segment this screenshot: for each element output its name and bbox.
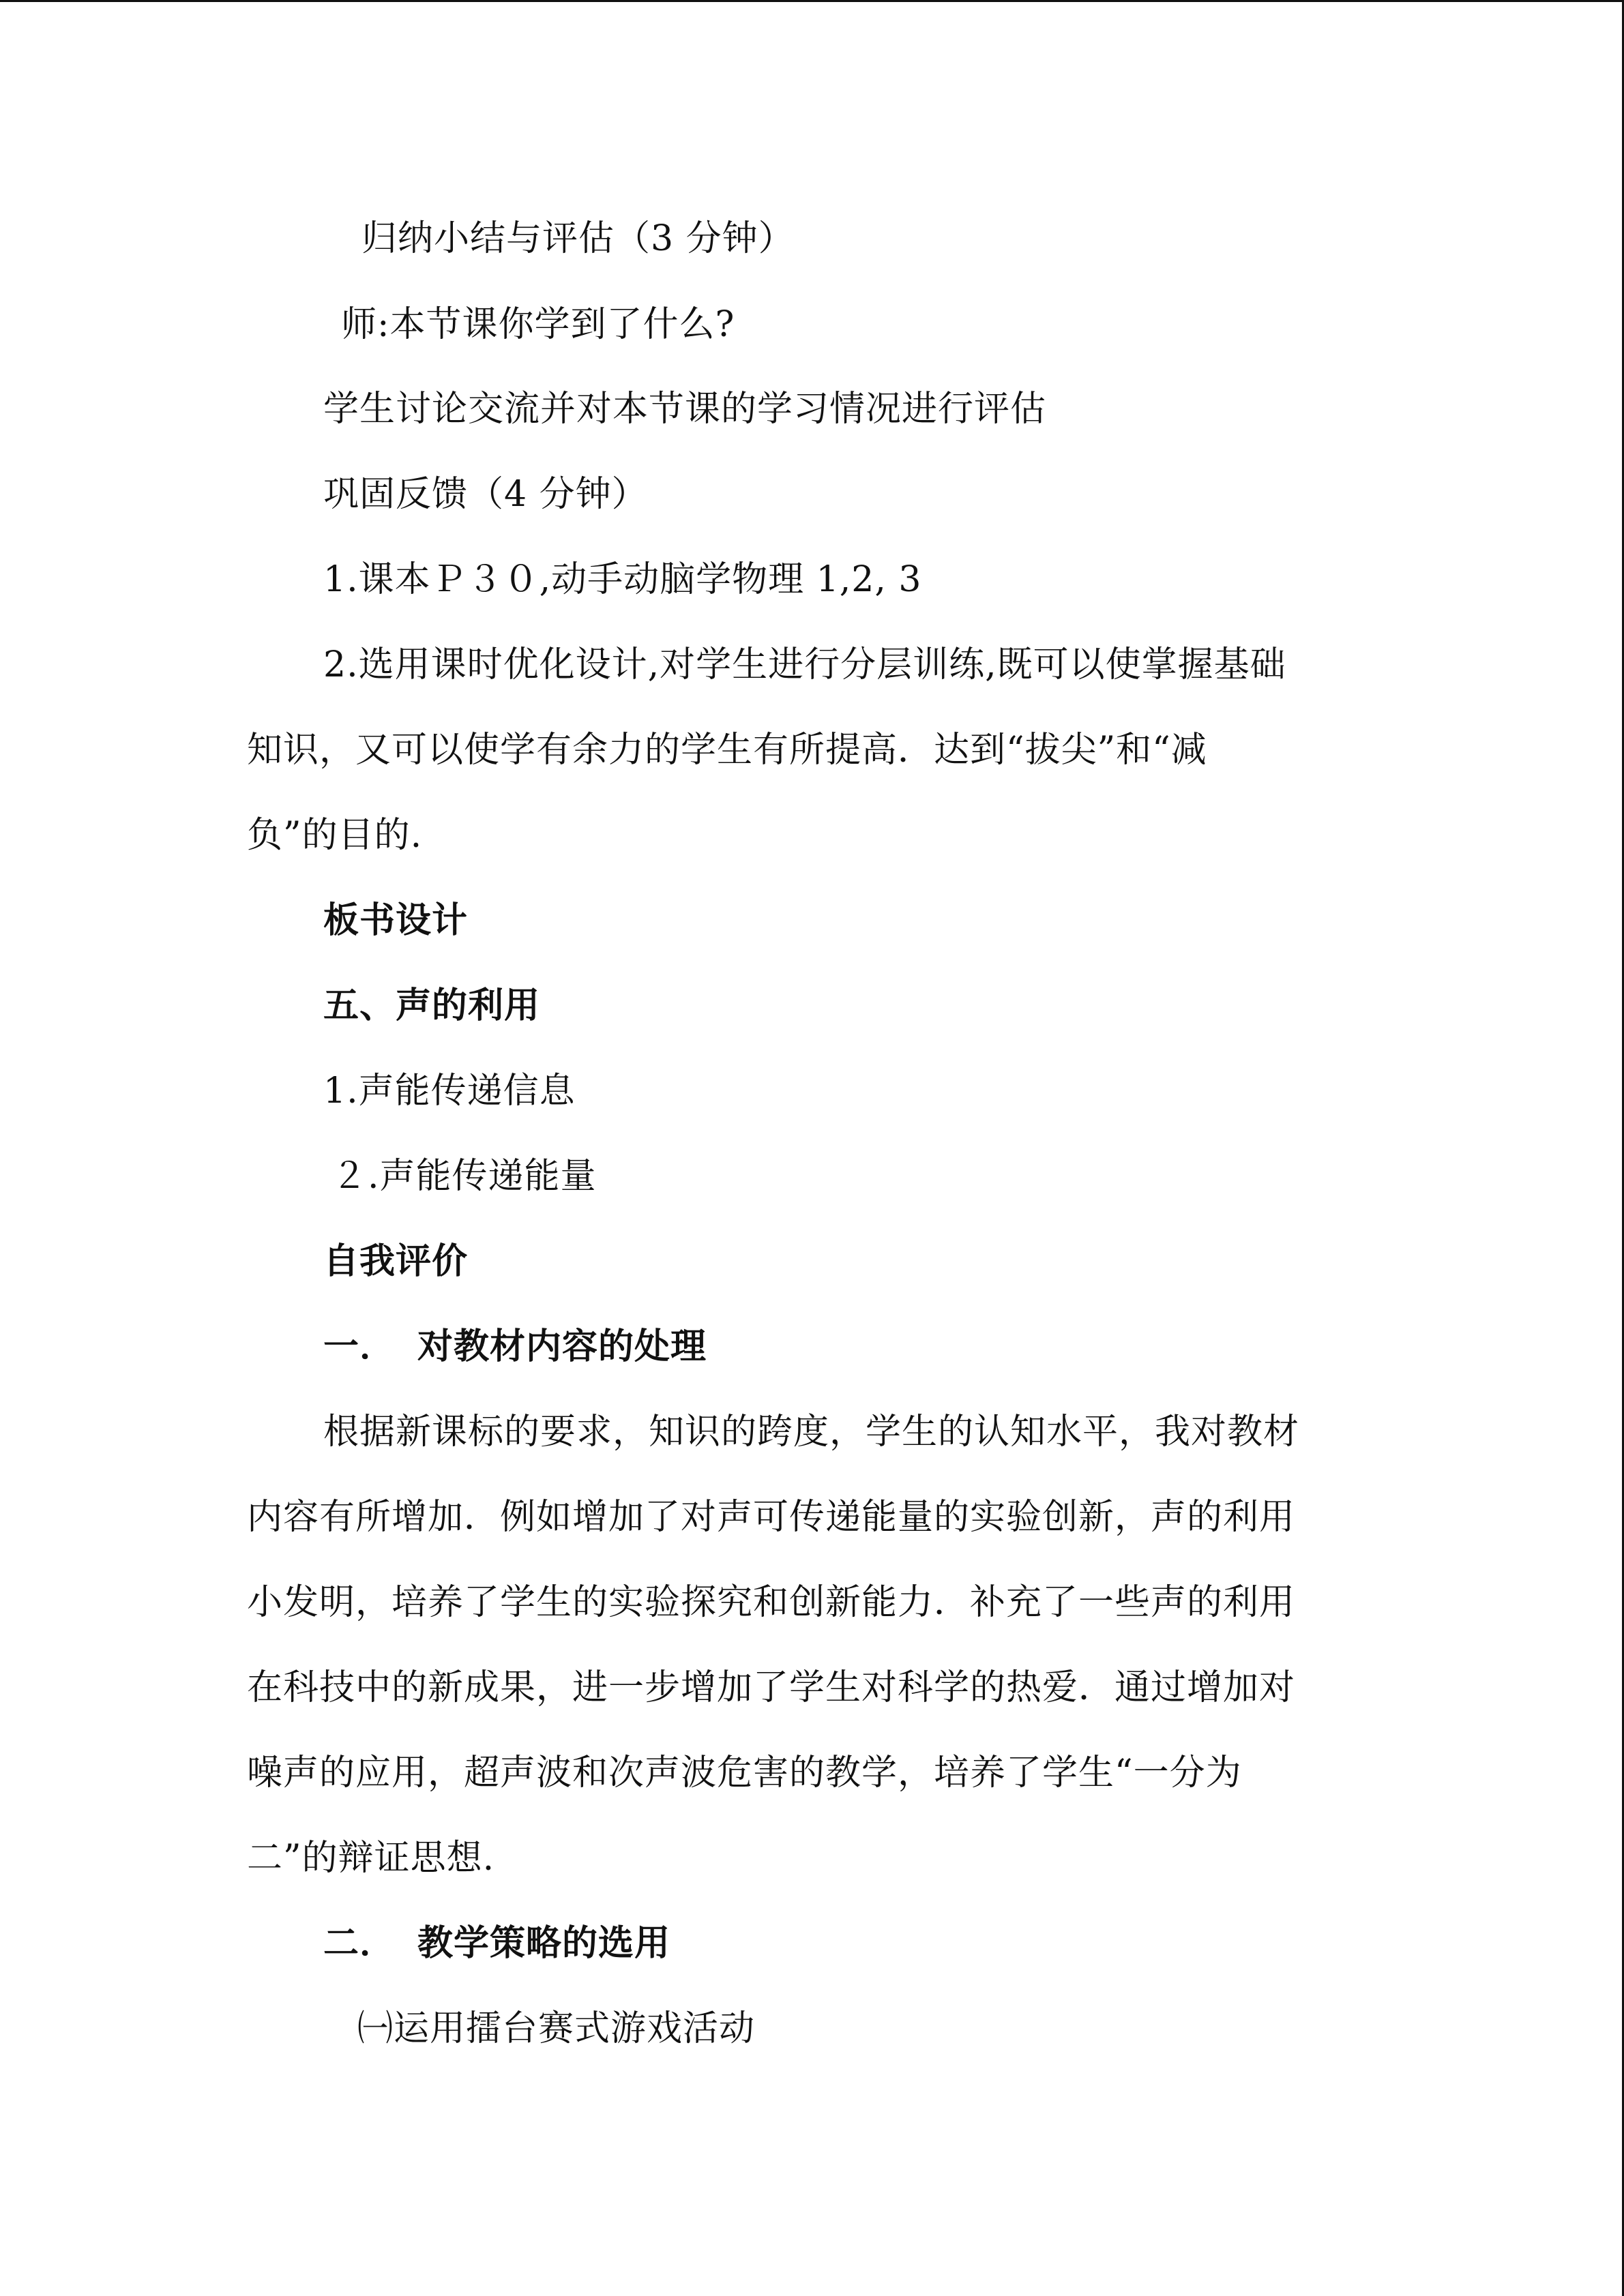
feedback-item-1: 1.课本Ｐ３０,动手动脑学物理 1,2, 3 bbox=[323, 559, 922, 600]
section-heading-board-design: 板书设计 bbox=[323, 899, 469, 941]
feedback-item-2-line-1: 2.选用课时优化设计,对学生进行分层训练,既可以使掌握基础 bbox=[323, 644, 1286, 685]
subsection-number-2: 二． bbox=[323, 1922, 396, 1964]
teacher-question: 师:本节课你学到了什么? bbox=[341, 304, 735, 345]
student-discussion-text: 学生讨论交流并对本节课的学习情况进行评估 bbox=[323, 389, 1047, 430]
board-item-2: ２.声能传递能量 bbox=[331, 1156, 597, 1197]
evaluation-paragraph-line-1: 根据新课标的要求，知识的跨度，学生的认知水平，我对教材 bbox=[323, 1412, 1300, 1452]
section-heading-feedback: 巩固反馈（4 分钟） bbox=[323, 474, 648, 515]
evaluation-paragraph-line-5: 噪声的应用，超声波和次声波危害的教学，培养了学生“一分为 bbox=[247, 1753, 1242, 1793]
feedback-item-2-line-3: 负”的目的. bbox=[247, 815, 423, 856]
feedback-item-2-line-2: 知识，又可以使学有余力的学生有所提高．达到“拔尖”和“减 bbox=[247, 730, 1207, 771]
section-heading-summary: 归纳小结与评估（3 分钟） bbox=[361, 218, 795, 259]
board-title: 五、声的利用 bbox=[323, 985, 541, 1026]
strategy-item-1: ㈠运用擂台赛式游戏活动 bbox=[357, 2008, 756, 2049]
evaluation-paragraph-line-2: 内容有所增加．例如增加了对声可传递能量的实验创新，声的利用 bbox=[247, 1497, 1296, 1538]
section-heading-self-evaluation: 自我评价 bbox=[323, 1240, 469, 1282]
evaluation-paragraph-line-3: 小发明，培养了学生的实验探究和创新能力．补充了一些声的利用 bbox=[247, 1582, 1296, 1623]
subsection-number-1: 一． bbox=[323, 1326, 396, 1367]
subsection-title-material-handling: 对教材内容的处理 bbox=[417, 1326, 707, 1367]
evaluation-paragraph-line-4: 在科技中的新成果，进一步增加了学生对科学的热爱．通过增加对 bbox=[247, 1667, 1296, 1708]
subsection-title-teaching-strategy: 教学策略的选用 bbox=[417, 1922, 671, 1964]
board-item-1: 1.声能传递信息 bbox=[323, 1071, 576, 1112]
evaluation-paragraph-line-6: 二”的辩证思想. bbox=[247, 1838, 495, 1879]
